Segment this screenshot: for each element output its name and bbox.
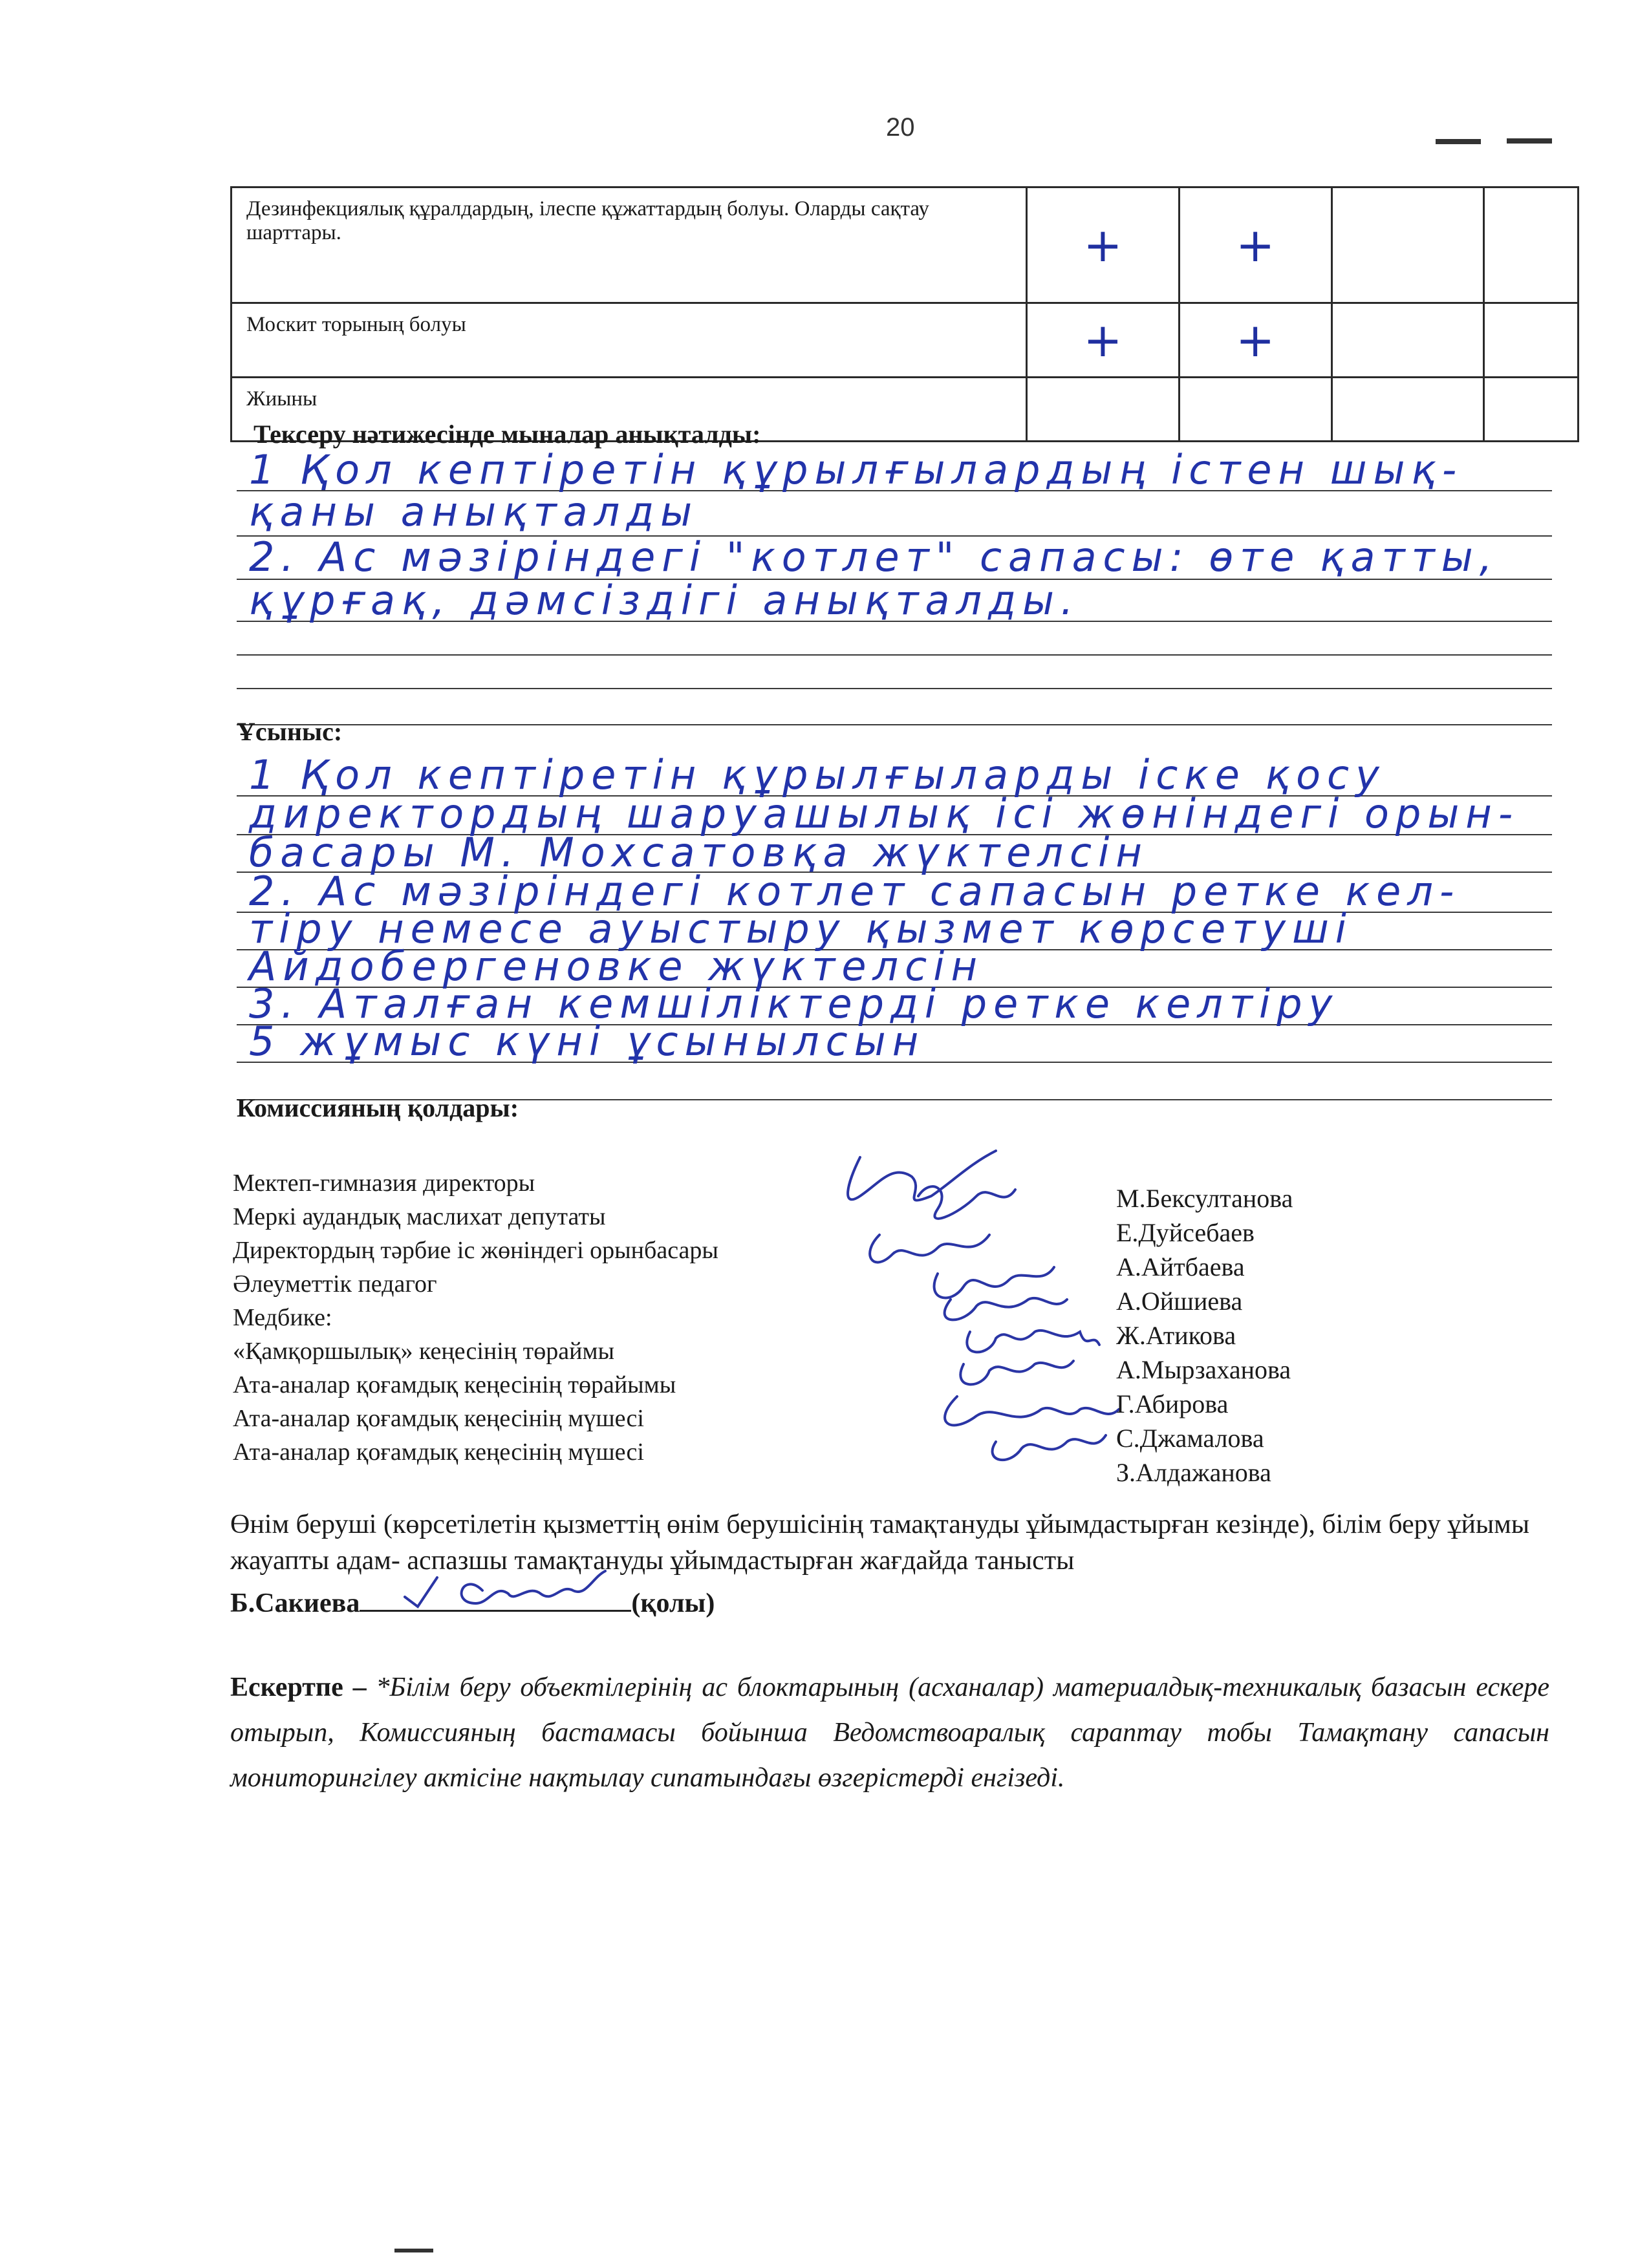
member-name: С.Джамалова <box>1116 1424 1264 1453</box>
mark-cell: + <box>1027 303 1180 378</box>
member-name: Ж.Атикова <box>1116 1321 1236 1350</box>
finding-line: 1 Қол кептіретін құрылғылардың істен шық- <box>249 446 1463 493</box>
note-label: Ескертпе – <box>230 1673 376 1702</box>
ruled-line <box>237 654 1552 656</box>
proposal-title: Ұсыныс: <box>237 717 343 746</box>
ruled-line <box>237 724 1552 725</box>
finding-line: құрғақ, дәмсіздігі анықталды. <box>249 577 1080 624</box>
mark-cell: + <box>1179 187 1331 303</box>
row-criterion: Дезинфекциялық құралдардың, ілеспе құжаттардың болуы. Оларды сақтау шарттары. <box>232 187 1027 303</box>
proposal-line: 2. Ас мәзіріндегі котлет сапасын ретке кел- <box>249 868 1461 915</box>
inspection-table <box>230 186 1579 442</box>
proposal-line: директордың шаруашылық ісі жөніндегі орын- <box>249 790 1520 837</box>
proposal-line: 1 Қол кептіретін құрылғыларды іске қосу <box>249 751 1386 798</box>
proposal-line: Айдобергеновке жүктелсін <box>249 943 984 990</box>
producer-signature-line <box>230 1584 715 1619</box>
member-name: Г.Абирова <box>1116 1389 1229 1418</box>
member-name: А.Ойшиева <box>1116 1287 1243 1316</box>
proposal-line: 5 жұмыс күні ұсынылсын <box>249 1018 925 1065</box>
finding-line: 2. Ас мәзіріндегі "котлет" сапасы: өте қатты, <box>249 533 1499 581</box>
producer-statement: Өнім беруші (көрсетілетін қызметтің өнім берушісінің тамақтануды ұйымдастырған кезінде), білім беру ұйымы жауапты адам- аспазшы тамақтануды ұйымдастырған жағдайда танысты <box>230 1510 1530 1576</box>
producer-name: Б.Сакиева <box>230 1589 360 1618</box>
proposal-line: 3. Аталған кемшіліктерді ретке келтіру <box>249 980 1339 1027</box>
handwritten-signature <box>398 1558 631 1616</box>
mark-cell <box>1179 378 1331 442</box>
member-name: А.Мырзаханова <box>1116 1355 1291 1384</box>
member-role: Ата-аналар қоғамдық кеңесінің мүшесі <box>233 1405 644 1432</box>
mark-cell <box>1027 378 1180 442</box>
member-name: Е.Дуйсебаев <box>1116 1218 1255 1247</box>
mark-cell <box>1484 187 1579 303</box>
scan-mark <box>1436 137 1552 146</box>
mark-cell: + <box>1027 187 1180 303</box>
note <box>230 1665 1549 1801</box>
row-criterion: Москит торының болуы <box>232 303 1027 378</box>
member-role: Әлеуметтік педагог <box>233 1270 437 1298</box>
handwritten-signatures <box>821 1138 1132 1500</box>
proposal-line: тіру немесе ауыстыру қызмет көрсетуші <box>249 905 1353 952</box>
member-role: «Қамқоршылық» кеңесінің төраймы <box>233 1338 615 1365</box>
member-role: Директордың тәрбие іс жөніндегі орынбасары <box>233 1237 718 1264</box>
mark-cell <box>1484 303 1579 378</box>
proposal-line: басары М. Мохсатовқа жүктелсін <box>249 829 1148 876</box>
findings-title: Тексеру нәтижесінде мыналар анықталды: <box>253 420 761 449</box>
commission-title: Комиссияның қолдары: <box>237 1093 519 1122</box>
mark-cell <box>1331 303 1484 378</box>
scan-mark <box>394 2249 433 2252</box>
row-total: Жиыны <box>232 378 1027 442</box>
member-role: Ата-аналар қоғамдық кеңесінің мүшесі <box>233 1439 644 1466</box>
member-role: Меркі аудандық маслихат депутаты <box>233 1203 606 1230</box>
mark-cell <box>1484 378 1579 442</box>
member-name: М.Бексултанова <box>1116 1184 1293 1213</box>
ruled-line <box>237 688 1552 689</box>
page-number: 20 <box>886 113 915 142</box>
member-role: Медбике: <box>233 1304 332 1331</box>
member-role: Ата-аналар қоғамдық кеңесінің төрайымы <box>233 1371 676 1398</box>
finding-line: қаны анықталды <box>249 488 699 535</box>
mark-cell: + <box>1179 303 1331 378</box>
table-row <box>232 187 1579 303</box>
signature-field <box>360 1584 631 1612</box>
note-text: *Білім беру объектілерінің ас блоктарының (асханалар) материалдық-техникалық базасын ескере отырып, Комиссияның бастамасы бойынша Ведомствоаралық сараптау тобы Тамақтану сапасын мониторингілеу актісіне нақтылау сипатындағы өзгерістерді енгізеді. <box>230 1673 1549 1793</box>
mark-cell <box>1331 187 1484 303</box>
member-role: Мектеп-гимназия директоры <box>233 1170 535 1197</box>
mark-cell <box>1331 378 1484 442</box>
signature-suffix: (қолы) <box>631 1589 715 1618</box>
member-name: А.Айтбаева <box>1116 1252 1245 1281</box>
member-name: З.Алдажанова <box>1116 1458 1271 1487</box>
table-row <box>232 303 1579 378</box>
